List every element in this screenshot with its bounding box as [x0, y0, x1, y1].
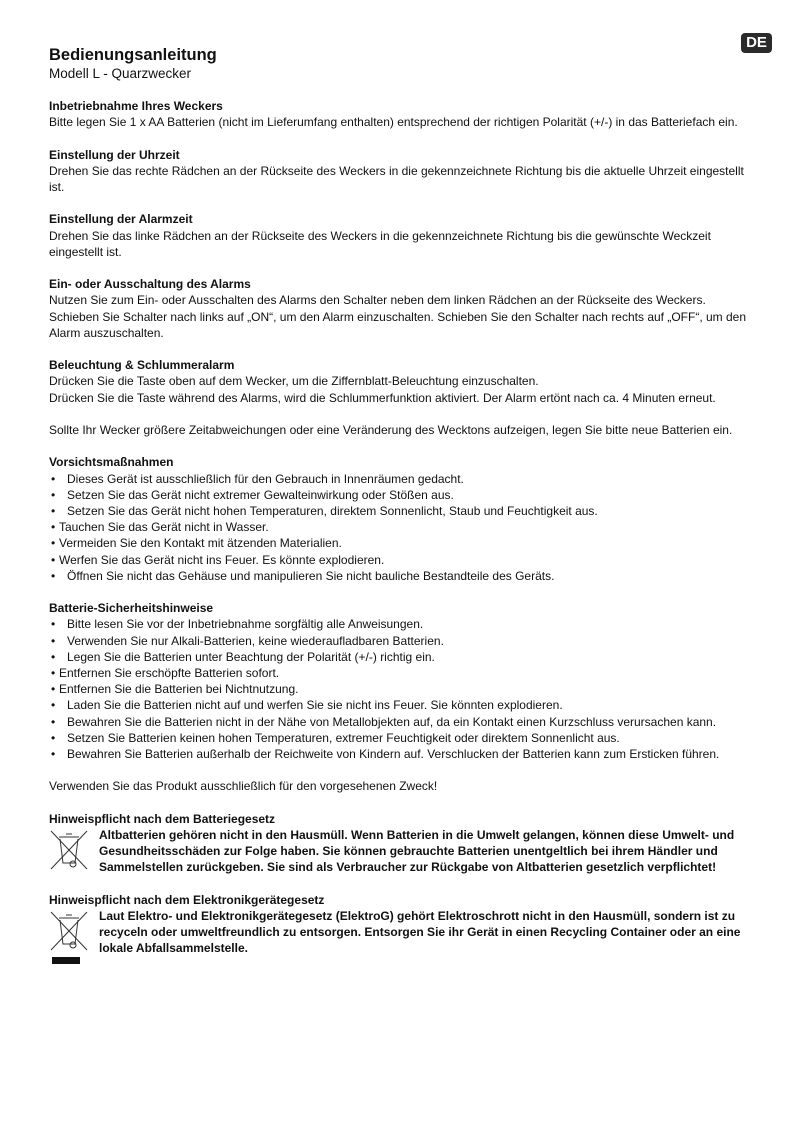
section-battery-law	[49, 811, 761, 876]
section-battery-safety	[49, 600, 761, 762]
section-heading: Batterie-Sicherheitshinweise	[49, 601, 214, 616]
list-item: • Tauchen Sie das Gerät nicht in Wasser.	[49, 519, 761, 535]
battery-note-text: Sollte Ihr Wecker größere Zeitabweichungen oder eine Veränderung des Wecktons aufzeigen, legen Sie bitte neue Batterien ein.	[49, 422, 733, 437]
list-item: • Dieses Gerät ist ausschließlich für den Gebrauch in Innenräumen gedacht.	[49, 471, 761, 487]
list-item: • Verwenden Sie nur Alkali-Batterien, keine wiederaufladbaren Batterien.	[49, 633, 761, 649]
precautions-list	[49, 471, 761, 584]
page-title: Bedienungsanleitung	[49, 46, 217, 64]
crossed-out-bin-icon	[49, 827, 89, 876]
section-heading: Beleuchtung & Schlummeralarm	[49, 358, 235, 373]
section-setup	[49, 98, 761, 130]
list-item: • Bewahren Sie Batterien außerhalb der Reichweite von Kindern auf. Verschlucken der Batterien kann zum Ersticken führen.	[49, 746, 761, 762]
section-electronics-law	[49, 892, 761, 970]
section-heading: Vorsichtsmaßnahmen	[49, 455, 174, 470]
section-text: Nutzen Sie zum Ein- oder Ausschalten des Alarms den Schalter neben dem linken Rädchen an der Rückseite des Weckers.	[49, 293, 706, 308]
list-item: • Bewahren Sie die Batterien nicht in der Nähe von Metallobjekten auf, da ein Kontakt einen Kurzschluss verursachen kann.	[49, 714, 761, 730]
list-item: • Setzen Sie das Gerät nicht extremer Gewalteinwirkung oder Stößen aus.	[49, 487, 761, 503]
electronics-law-text: Laut Elektro- und Elektronikgerätegesetz (ElektroG) gehört Elektroschrott nicht in den Hausmüll, sondern ist zu recyceln oder umweltfreundlich zu entsorgen. Entsorgen Sie ihr Gerät in einen Recycling Container oder an eine lokale Abfallsammelstelle.	[99, 909, 741, 956]
list-item: • Vermeiden Sie den Kontakt mit ätzenden Materialien.	[49, 535, 761, 551]
list-item: • Bitte lesen Sie vor der Inbetriebnahme sorgfältig alle Anweisungen.	[49, 616, 761, 632]
section-text: Drehen Sie das rechte Rädchen an der Rückseite des Weckers in die gekennzeichnete Richtung bis die aktuelle Uhrzeit eingestellt ist.	[49, 163, 744, 194]
section-time	[49, 147, 761, 196]
section-alarm-switch	[49, 276, 761, 341]
intended-use	[49, 778, 761, 794]
section-text: Schieben Sie Schalter nach links auf „ON“, um den Alarm einzuschalten. Schieben Sie den Schalter nach rechts auf „OFF“, um den Alarm auszuschalten.	[49, 309, 747, 340]
list-item: • Entfernen Sie erschöpfte Batterien sofort.	[49, 665, 761, 681]
battery-safety-list	[49, 616, 761, 762]
crossed-out-bin-icon	[49, 908, 89, 970]
battery-law-text: Altbatterien gehören nicht in den Hausmüll. Wenn Batterien in die Umwelt gelangen, können diese Umwelt- und Gesundheitsschäden zur Folge haben. Sie können gebrauchte Batterien unentgeltlich bei ihrem Händler und Sammelstellen zurückgeben. Sie sind als Verbraucher zur Rückgabe von Altbatterien gesetzlich verpflichtet!	[99, 828, 735, 875]
list-item: • Öffnen Sie nicht das Gehäuse und manipulieren Sie nicht bauliche Bestandteile des Geräts.	[49, 568, 761, 584]
section-heading: Ein- oder Ausschaltung des Alarms	[49, 277, 251, 292]
intended-use-text: Verwenden Sie das Produkt ausschließlich für den vorgesehenen Zweck!	[49, 779, 438, 794]
list-item: • Setzen Sie das Gerät nicht hohen Temperaturen, direktem Sonnenlicht, Staub und Feuchtigkeit aus.	[49, 503, 761, 519]
list-item: • Laden Sie die Batterien nicht auf und werfen Sie sie nicht ins Feuer. Sie könnten explodieren.	[49, 697, 761, 713]
section-heading: Einstellung der Uhrzeit	[49, 147, 180, 162]
battery-note	[49, 422, 761, 438]
list-item: • Entfernen Sie die Batterien bei Nichtnutzung.	[49, 681, 761, 697]
section-alarm-time	[49, 211, 761, 260]
section-text: Drehen Sie das linke Rädchen an der Rückseite des Weckers in die gekennzeichnete Richtung bis die gewünschte Weckzeit eingestellt ist.	[49, 228, 711, 259]
section-heading: Hinweispflicht nach dem Batteriegesetz	[49, 811, 276, 826]
list-item: • Setzen Sie Batterien keinen hohen Temperaturen, extremer Feuchtigkeit oder direktem Sonnenlicht aus.	[49, 730, 761, 746]
manual-page	[49, 45, 761, 986]
section-text: Drücken Sie die Taste während des Alarms, wird die Schlummerfunktion aktiviert. Der Alarm ertönt nach ca. 4 Minuten erneut.	[49, 390, 716, 405]
section-heading: Einstellung der Alarmzeit	[49, 212, 193, 227]
section-text: Bitte legen Sie 1 x AA Batterien (nicht im Lieferumfang enthalten) entsprechend der richtigen Polarität (+/-) in das Batteriefach ein.	[49, 115, 738, 130]
list-item: • Legen Sie die Batterien unter Beachtung der Polarität (+/-) richtig ein.	[49, 649, 761, 665]
section-precautions	[49, 454, 761, 584]
section-heading: Hinweispflicht nach dem Elektronikgerätegesetz	[49, 892, 325, 907]
section-heading: Inbetriebnahme Ihres Weckers	[49, 99, 223, 113]
language-badge: DE	[741, 33, 772, 53]
list-item: • Werfen Sie das Gerät nicht ins Feuer. Es könnte explodieren.	[49, 552, 761, 568]
section-text: Drücken Sie die Taste oben auf dem Wecker, um die Ziffernblatt-Beleuchtung einzuschalten.	[49, 374, 539, 389]
page-subtitle: Modell L - Quarzwecker	[49, 66, 192, 81]
section-light-snooze	[49, 357, 761, 406]
